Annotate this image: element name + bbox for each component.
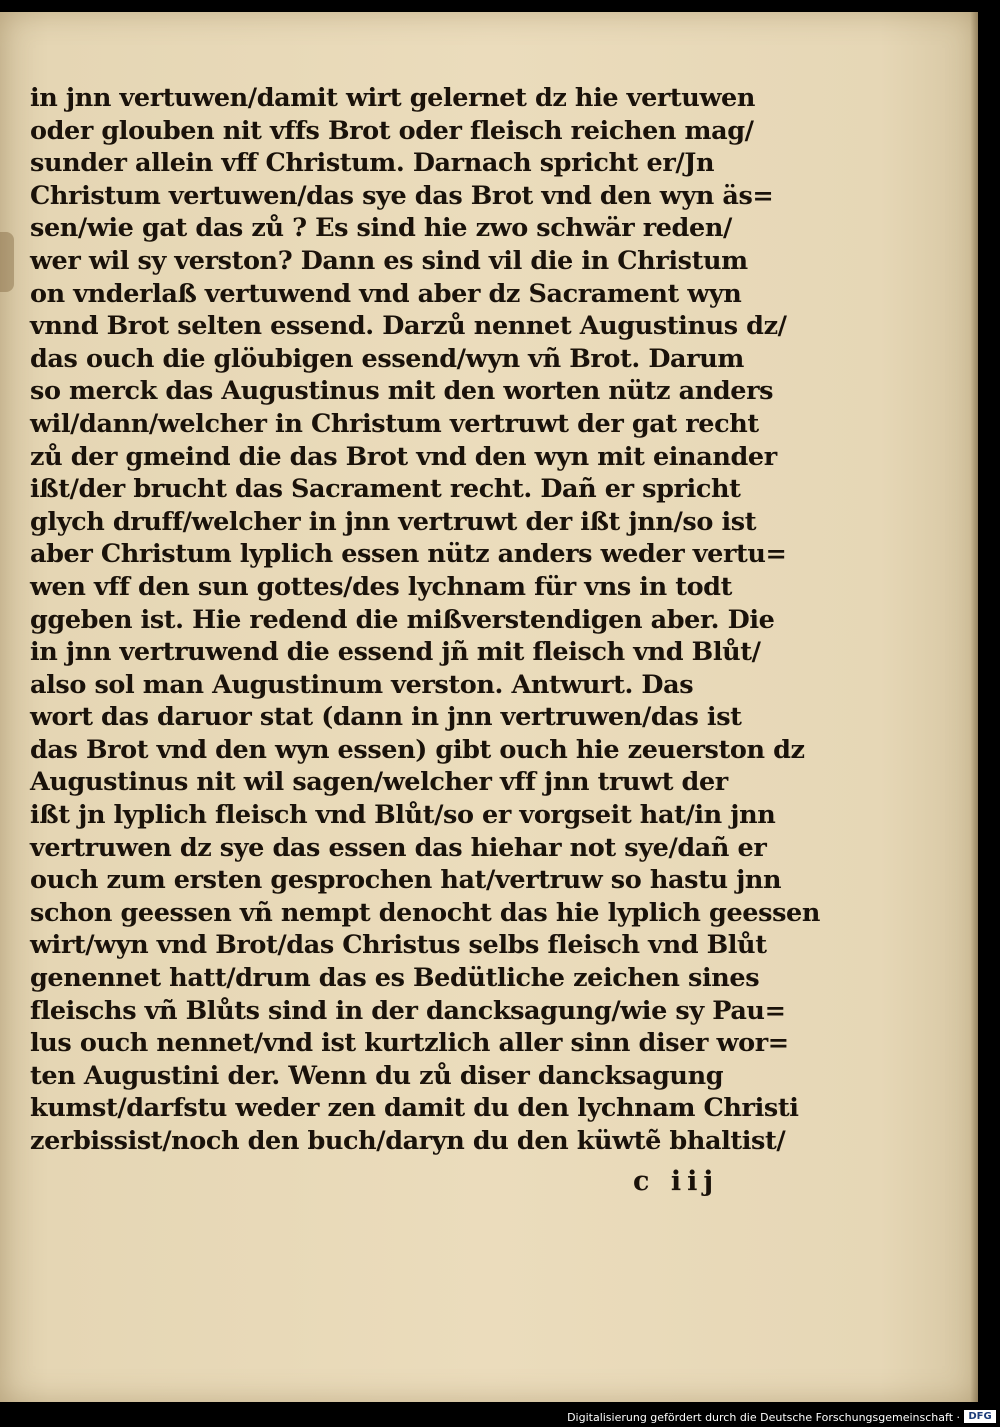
text-line: zerbissist/noch den buch/daryn du den küwtẽ bhaltist/: [30, 1126, 786, 1156]
text-line: glych druff/welcher in jnn vertruwt der ißt jnn/so ist: [30, 506, 757, 537]
text-line: on vnderlaß vertuwend vnd aber dz Sacrament wyn: [30, 278, 742, 309]
text-line: aber Christum lyplich essen nütz anders weder vertu=: [30, 539, 787, 570]
page-edge-shadow: [970, 12, 978, 1402]
text-line: vertruwen dz sye das essen das hiehar not sye/dañ er: [30, 832, 767, 863]
paper-stain: [0, 232, 14, 292]
signature-mark: c iij: [633, 1166, 720, 1197]
text-line: wen vff den sun gottes/des lychnam für vns in todt: [30, 571, 732, 602]
funding-credit: Digitalisierung gefördert durch die Deutsche Forschungsgemeinschaft ·: [567, 1411, 960, 1424]
text-line: das ouch die glöubigen essend/wyn vñ Brot. Darum: [30, 343, 744, 374]
text-line: sen/wie gat das zů ? Es sind hie zwo schwär reden/: [30, 213, 732, 244]
text-line: also sol man Augustinum verston. Antwurt. Das: [30, 669, 694, 700]
dfg-logo: DFG: [964, 1410, 996, 1423]
text-line: ißt jn lyplich fleisch vnd Blůt/so er vorgseit hat/in jnn: [30, 800, 776, 831]
text-line: ggeben ist. Hie redend die mißverstendigen aber. Die: [30, 604, 775, 635]
text-line: vnnd Brot selten essend. Darzů nennet Augustinus dz/: [30, 311, 787, 342]
text-line: Christum vertuwen/das sye das Brot vnd den wyn äs=: [30, 180, 774, 211]
text-line: wirt/wyn vnd Brot/das Christus selbs fleisch vnd Blůt: [30, 930, 767, 961]
text-line: das Brot vnd den wyn essen) gibt ouch hie zeuerston dz: [30, 734, 805, 765]
text-line: in jnn vertruwend die essend jñ mit fleisch vnd Blůt/: [30, 637, 761, 668]
text-line: oder glouben nit vffs Brot oder fleisch reichen mag/: [30, 115, 754, 146]
text-line: in jnn vertuwen/damit wirt gelernet dz hie vertuwen: [30, 83, 755, 113]
text-line: schon geessen vñ nempt denocht das hie lyplich geessen: [30, 897, 820, 928]
text-line: so merck das Augustinus mit den worten nütz anders: [30, 376, 774, 407]
text-line: lus ouch nennet/vnd ist kurtzlich aller sinn diser wor=: [30, 1028, 789, 1059]
text-line: genennet hatt/drum das es Bedütliche zeichen sines: [30, 963, 760, 994]
text-line: zů der gmeind die das Brot vnd den wyn mit einander: [30, 441, 777, 472]
text-line: wil/dann/welcher in Christum vertruwt der gat recht: [30, 408, 759, 439]
text-line: wort das daruor stat (dann in jnn vertruwen/das ist: [30, 702, 742, 733]
text-line: wer wil sy verston? Dann es sind vil die in Christum: [30, 245, 748, 276]
page-text: [30, 82, 820, 1158]
text-line: ouch zum ersten gesprochen hat/vertruw so hastu jnn: [30, 865, 782, 896]
book-page: [0, 12, 978, 1402]
text-line: ten Augustini der. Wenn du zů diser dancksagung: [30, 1060, 724, 1091]
text-line: fleischs vñ Blůts sind in der dancksagung/wie sy Pau=: [30, 995, 786, 1026]
text-line: ißt/der brucht das Sacrament recht. Dañ er spricht: [30, 474, 741, 505]
text-line: sunder allein vff Christum. Darnach spricht er/Jn: [30, 148, 715, 179]
text-line: Augustinus nit wil sagen/welcher vff jnn truwt der: [30, 767, 728, 798]
text-line: kumst/darfstu weder zen damit du den lychnam Christi: [30, 1093, 799, 1124]
